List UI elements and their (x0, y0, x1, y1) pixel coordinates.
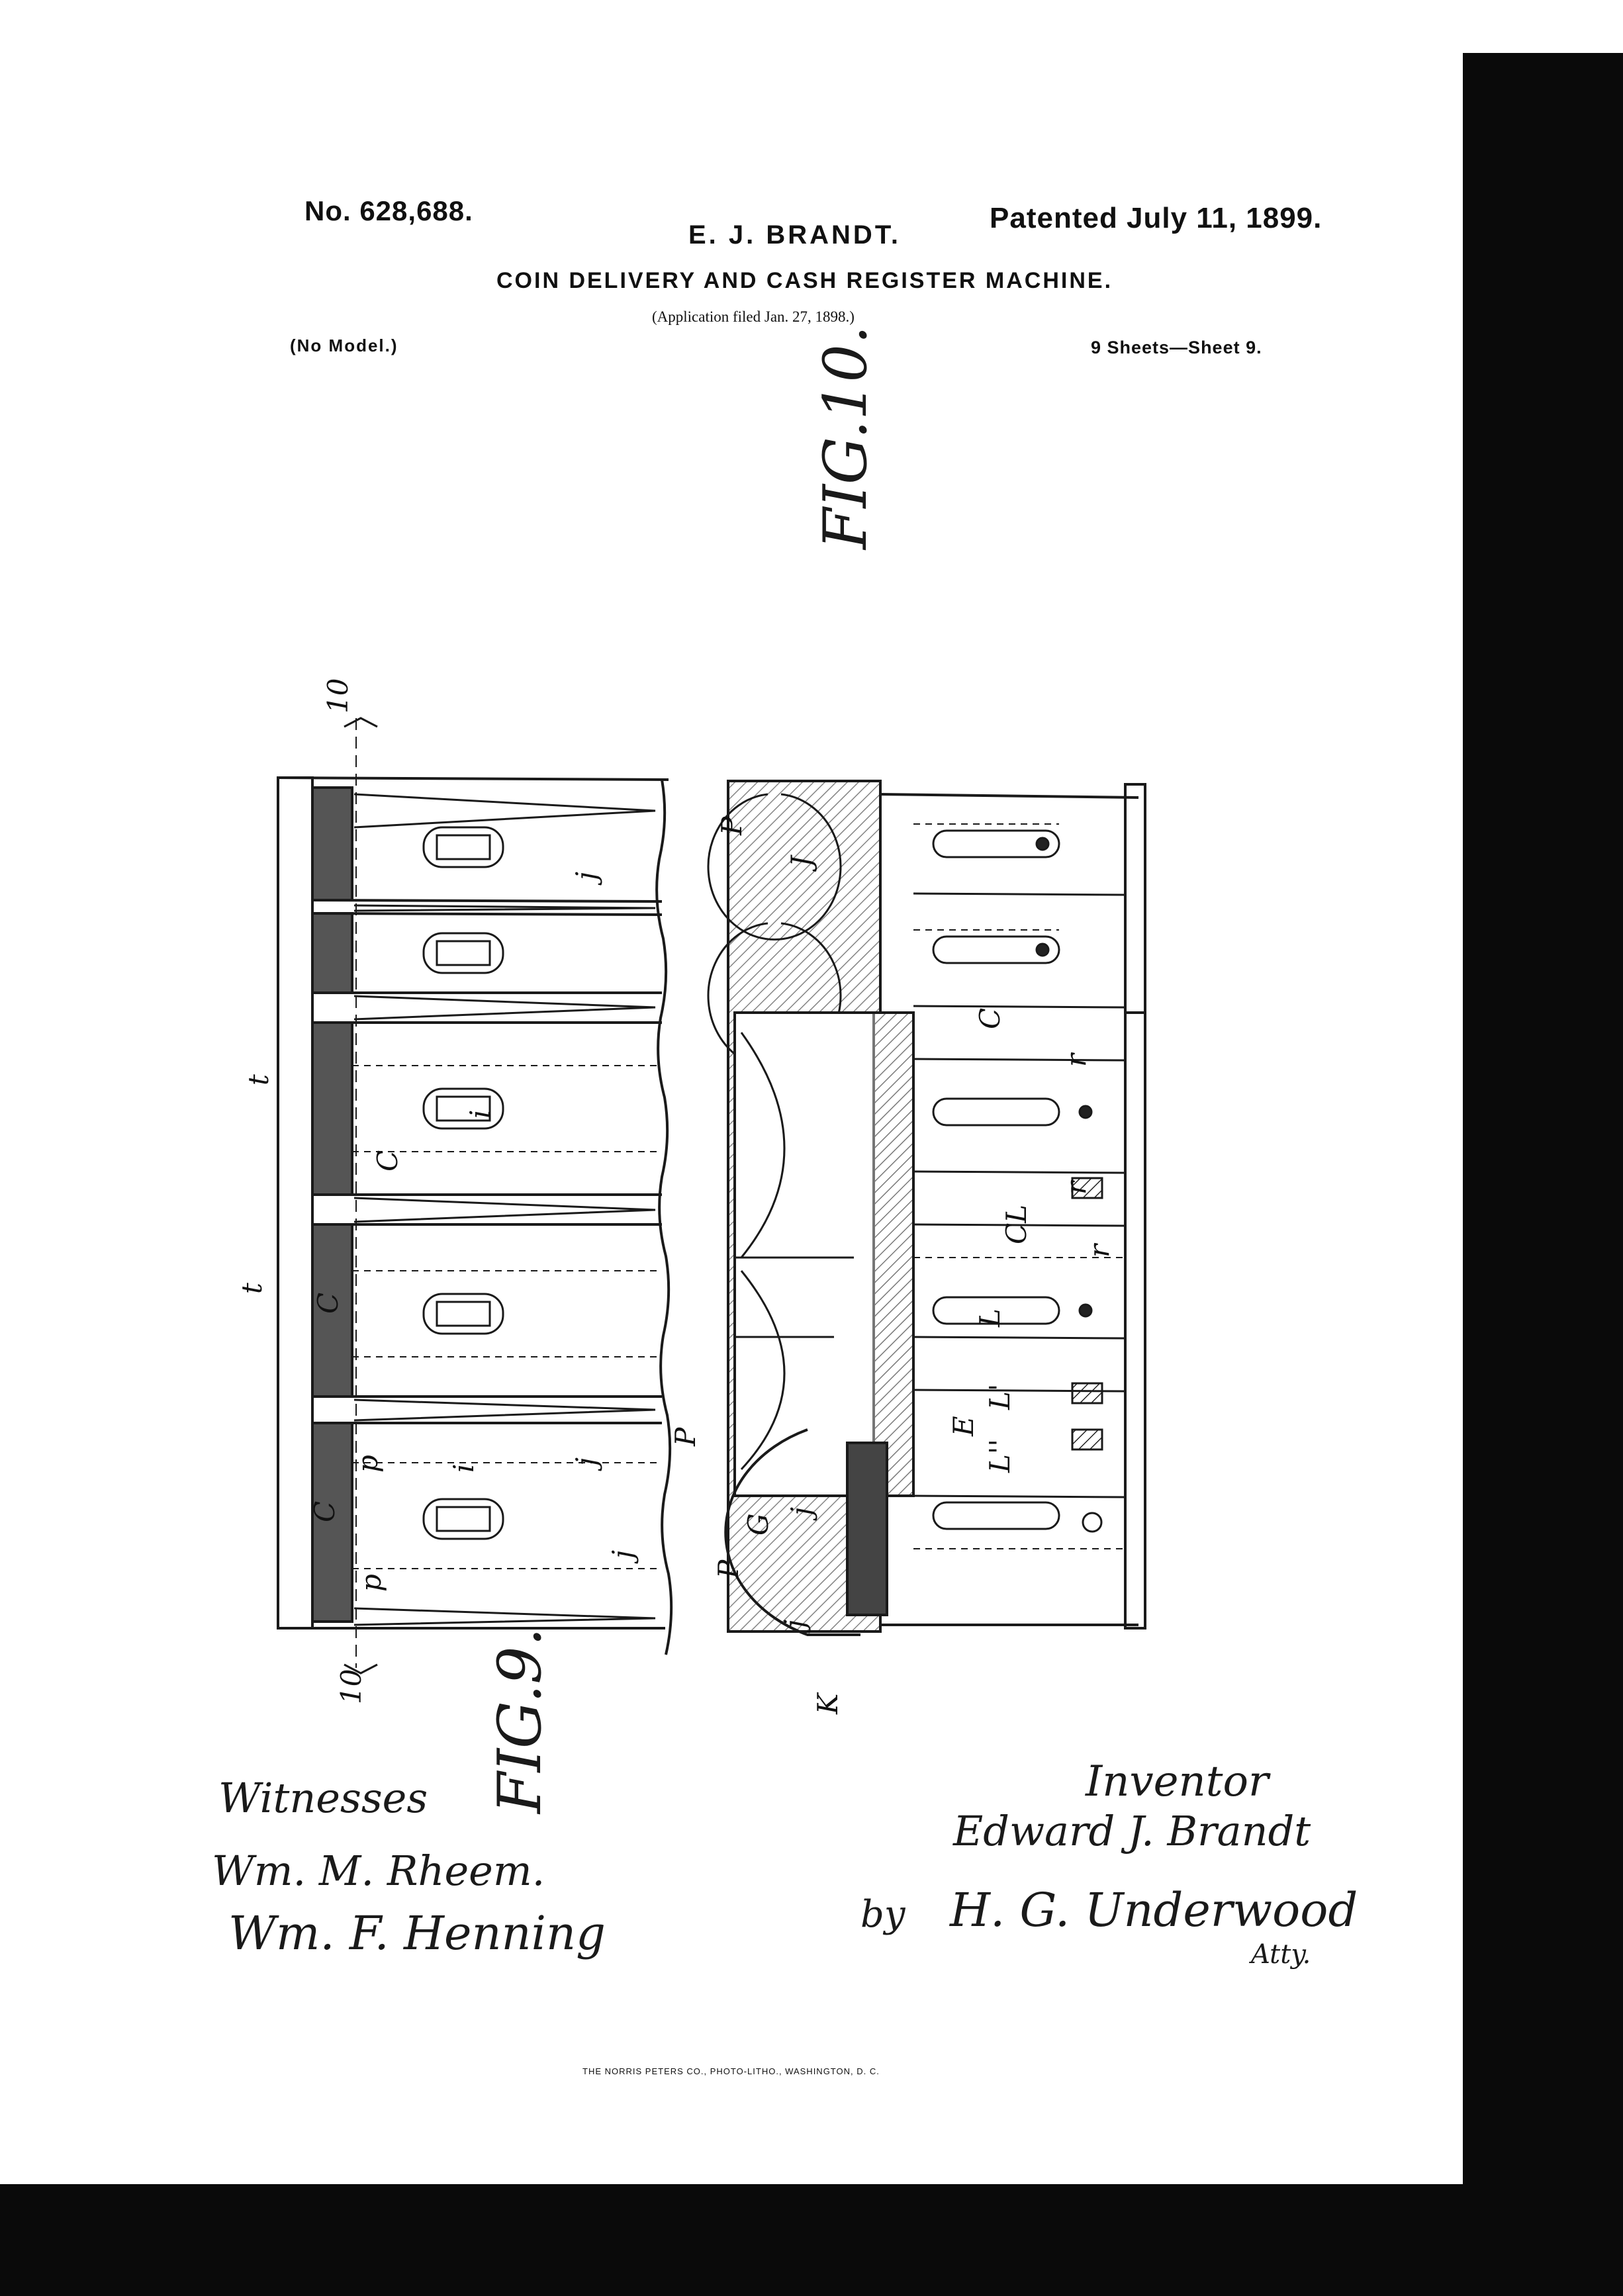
witness-signature-2: Wm. F. Henning (228, 1906, 606, 1960)
by-label: by (860, 1893, 905, 1936)
svg-text:r: r (1060, 1181, 1092, 1195)
fig9-reference-letters (236, 678, 639, 1704)
svg-text:i: i (464, 1109, 496, 1119)
svg-text:L': L' (984, 1383, 1016, 1410)
svg-text:G: G (742, 1513, 774, 1536)
svg-text:r: r (1060, 1053, 1092, 1067)
attorney-suffix: Atty. (1251, 1939, 1311, 1970)
inventor-signature: Edward J. Brandt (953, 1807, 1311, 1855)
figure-10-label: FIG.10. (811, 325, 880, 549)
patent-title: COIN DELIVERY AND CASH REGISTER MACHINE. (496, 268, 1113, 293)
attorney-signature: H. G. Underwood (950, 1883, 1358, 1937)
sheet-count: 9 Sheets—Sheet 9. (1091, 338, 1262, 357)
svg-text:j: j (570, 871, 602, 880)
inventor-name: E. J. BRANDT. (688, 220, 901, 250)
figure-10-drawing (708, 781, 1145, 1635)
svg-text:C: C (312, 1292, 344, 1314)
svg-text:L: L (974, 1309, 1006, 1327)
witness-signature-1: Wm. M. Rheem. (212, 1847, 545, 1895)
svg-text:p: p (355, 1574, 387, 1592)
svg-text:J: J (785, 856, 817, 867)
svg-text:C: C (308, 1500, 341, 1522)
svg-text:P: P (669, 1427, 702, 1446)
svg-text:CL: CL (1000, 1204, 1033, 1244)
fig9-slots (424, 827, 503, 1539)
figure-9-drawing (278, 718, 671, 1673)
patent-number: No. 628,688. (304, 195, 473, 226)
svg-text:t: t (242, 1074, 275, 1085)
inventor-label: Inventor (1086, 1757, 1269, 1806)
fig10-slides (913, 831, 1125, 1532)
figure-9-label: FIG.9. (485, 1627, 555, 1814)
svg-text:j: j (570, 1457, 602, 1466)
witnesses-label: Witnesses (218, 1774, 428, 1822)
svg-text:P: P (712, 1559, 745, 1579)
application-filed: (Application filed Jan. 27, 1898.) (652, 308, 855, 325)
svg-text:j: j (785, 1506, 817, 1516)
svg-text:p: p (351, 1455, 384, 1473)
svg-text:10: 10 (322, 678, 354, 713)
model-note: (No Model.) (290, 336, 398, 355)
printer-credit: THE NORRIS PETERS CO., PHOTO-LITHO., WASHINGTON, D. C. (582, 2066, 880, 2076)
svg-text:j: j (778, 1619, 811, 1628)
svg-text:t: t (236, 1283, 268, 1294)
svg-text:10: 10 (335, 1669, 367, 1704)
svg-text:i: i (447, 1463, 480, 1473)
svg-text:E: E (947, 1416, 980, 1436)
svg-text:j: j (606, 1549, 639, 1559)
svg-text:P: P (716, 816, 748, 835)
patent-date: Patented July 11, 1899. (990, 202, 1322, 234)
svg-text:K: K (812, 1693, 844, 1714)
svg-text:C: C (371, 1150, 404, 1171)
svg-text:C: C (974, 1007, 1006, 1029)
svg-text:r: r (1083, 1244, 1115, 1258)
svg-text:L'': L'' (984, 1439, 1016, 1473)
